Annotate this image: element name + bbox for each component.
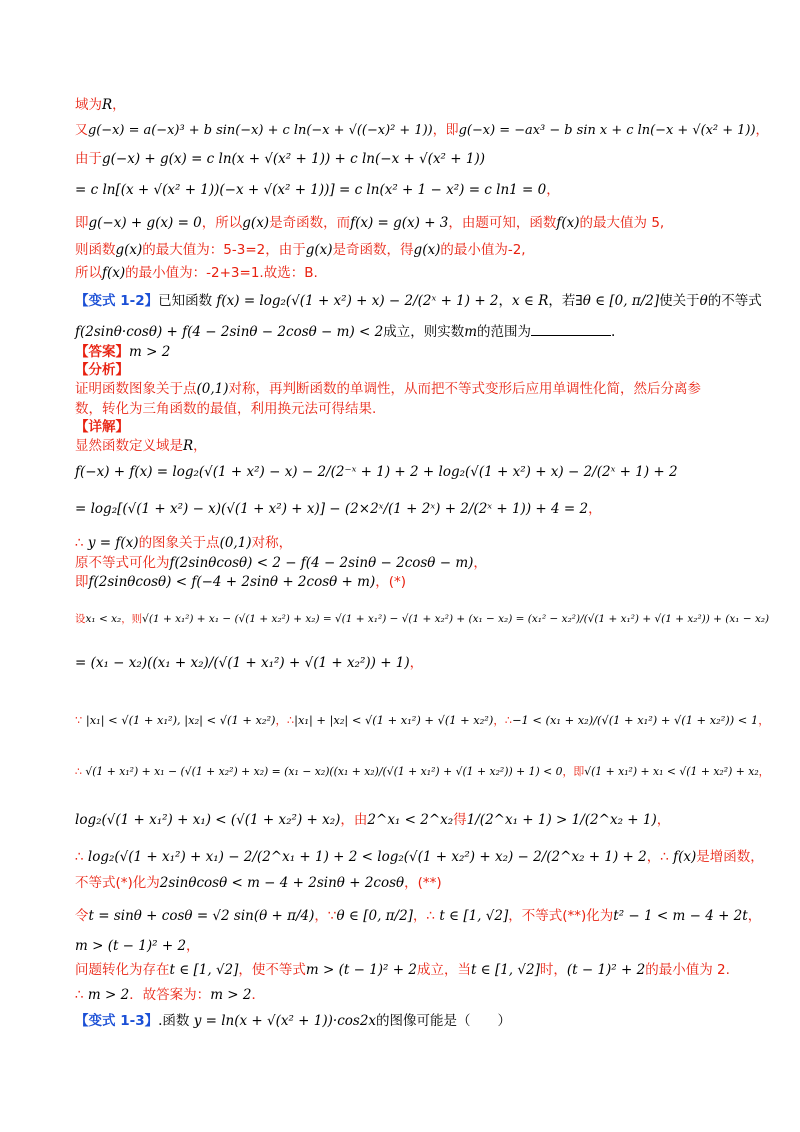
math-expression: t ∈ [1, √2] — [439, 908, 509, 924]
math-expression: 2sinθcosθ < m − 4 + 2sinθ + 2cosθ — [159, 875, 405, 891]
text-segment: 是增函数， — [696, 849, 764, 865]
text-segment: 的最小值为：-2+3=1.故选：B. — [125, 265, 318, 281]
text-segment: ∴ — [75, 849, 88, 865]
text-segment: 所以 — [75, 265, 102, 281]
math-expression: t = sinθ + cosθ = √2 sin(θ + π/4) — [88, 908, 315, 924]
text-segment: ，若 — [548, 293, 576, 309]
math-expression: y = ln(x + √(x² + 1))·cos2x — [193, 1013, 377, 1029]
text-segment: ， — [747, 908, 762, 924]
math-expression: x₁ < x₂ — [85, 613, 122, 625]
math-expression: f(2sinθ·cosθ) + f(4 − 2sinθ − 2cosθ − m) < 2 — [75, 324, 384, 340]
text-segment: 对称， — [251, 535, 293, 551]
math-expression: m — [464, 324, 478, 340]
text-segment: 的范围为 — [477, 324, 532, 340]
text-segment: ，不等式(**)化为 — [508, 908, 614, 924]
math-expression: log₂(√(1 + x₁²) + x₁) < (√(1 + x₂²) + x₂) — [75, 812, 341, 828]
math-expression: = (x₁ − x₂)((x₁ + x₂)/(√(1 + x₁²) + √(1 + x₂²)) + 1) — [75, 655, 410, 671]
text-segment: ，∴ — [646, 849, 674, 865]
text-segment: ． — [251, 987, 265, 1003]
text-line — [75, 418, 760, 436]
text-line — [75, 241, 760, 259]
text-line — [75, 292, 760, 310]
text-segment: ，∵ — [314, 908, 337, 924]
text-segment: ，∴ — [493, 713, 512, 727]
math-expression: g(−x) + g(x) = c ln(x + √(x² + 1)) + c ln(−x + √(x² + 1)) — [102, 151, 485, 167]
text-segment: ，(**) — [404, 875, 442, 891]
text-segment: 即 — [75, 574, 89, 590]
math-expression: t ∈ [1, √2] — [169, 962, 239, 978]
text-segment: 域为 — [75, 97, 102, 113]
math-expression: f(x) — [673, 849, 697, 865]
math-expression: (t − 1)² + 2 — [566, 962, 646, 978]
text-segment: 令 — [75, 908, 89, 924]
text-line — [75, 400, 760, 418]
text-segment: ， — [758, 765, 770, 778]
math-expression: f(2sinθcosθ) < 2 − f(4 − 2sinθ − 2cosθ − m) — [169, 555, 474, 571]
text-line — [75, 961, 760, 979]
text-segment: ∴ — [75, 765, 86, 778]
math-expression: f(x) = log₂(√(1 + x²) + x) − 2/(2ˣ + 1) + 2 — [216, 293, 499, 309]
math-expression: t ∈ [1, √2] — [470, 962, 540, 978]
math-expression: R — [183, 438, 194, 454]
text-line — [75, 573, 760, 591]
text-segment: 的图象关于点 — [138, 535, 220, 551]
text-segment: .函数 — [158, 1013, 194, 1029]
text-segment: ， — [409, 655, 424, 671]
math-expression: R — [102, 97, 113, 113]
text-segment: ，由题可知，函数 — [448, 215, 557, 231]
text-segment: ， — [112, 97, 126, 113]
text-segment: 显然函数定义域是 — [75, 438, 183, 454]
math-expression: m > 2 — [87, 987, 130, 1003]
text-segment: 的最小值为-2, — [440, 242, 526, 258]
text-segment: ， — [473, 555, 487, 571]
text-line — [75, 96, 760, 114]
text-segment: ∵ — [75, 713, 86, 727]
text-segment: 的图像可能是（ ） — [376, 1013, 512, 1029]
text-line — [75, 848, 764, 866]
math-expression: g(x) — [413, 242, 441, 258]
math-expression: |x₁| < √(1 + x₁²), |x₂| < √(1 + x₂²) — [85, 713, 276, 727]
math-expression: (0,1) — [219, 535, 252, 551]
text-segment: 已知函数 — [158, 293, 217, 309]
math-expression: g(−x) = −ax³ − b sin x + c ln(−x + √(x² + 1)) — [458, 123, 756, 138]
text-line — [75, 937, 760, 955]
math-expression: 2^x₁ < 2^x₂ — [367, 812, 454, 828]
math-expression: f(x) — [102, 265, 126, 281]
text-segment: 是奇函数，得 — [332, 242, 414, 258]
text-segment: 的最大值为：5-3=2，由于 — [142, 242, 306, 258]
text-segment: 的最大值为 5, — [579, 215, 665, 231]
math-expression: m > 2 — [210, 987, 252, 1003]
text-segment: ，(*) — [375, 574, 407, 590]
text-line — [75, 264, 760, 282]
text-segment: 得 — [453, 812, 467, 828]
text-segment: ， — [498, 293, 513, 309]
text-segment: 对称，再判断函数的单调性，从而把不等式变形后应用单调性化简，然后分离参 — [228, 381, 702, 397]
text-line — [75, 1012, 760, 1030]
text-segment: 的不等式 — [707, 293, 762, 309]
math-expression: m > 2 — [129, 344, 171, 360]
math-expression: log₂(√(1 + x₁²) + x₁) − 2/(2^x₁ + 1) + 2 < log₂(√(1 + x₂²) + x₂) − 2/(2^x₂ + 1) + 2 — [87, 849, 647, 865]
text-segment: 成立，当 — [416, 962, 471, 978]
text-line — [75, 343, 760, 361]
text-line — [75, 122, 769, 140]
math-expression: √(1 + x₁²) + x₁ − (√(1 + x₂²) + x₂) = (x₁ − x₂)((x₁ + x₂)/(√(1 + x₁²) + √(1 + x₂²)) + 1) < 0 — [85, 765, 563, 778]
text-segment: ，则 — [121, 613, 143, 625]
text-segment: ， — [656, 812, 671, 828]
text-segment: 原不等式可化为 — [75, 555, 170, 571]
math-expression: m > (t − 1)² + 2 — [75, 938, 187, 954]
text-segment: ．故答案为： — [129, 987, 211, 1003]
math-expression: −1 < (x₁ + x₂)/(√(1 + x₁²) + √(1 + x₂²)) < 1 — [511, 713, 759, 727]
text-segment: 使关于 — [659, 293, 700, 309]
text-segment: ， — [588, 501, 602, 517]
text-segment: ， — [758, 713, 770, 727]
text-segment: 不等式(*)化为 — [75, 875, 160, 891]
text-line — [75, 763, 770, 781]
answer-blank — [531, 323, 611, 336]
text-segment: ，∴ — [275, 713, 295, 727]
text-line — [75, 874, 760, 892]
text-segment: 时， — [539, 962, 567, 978]
text-segment: ∴ — [75, 987, 88, 1003]
text-line — [75, 181, 760, 199]
text-segment: ， — [193, 438, 207, 454]
math-expression: y = f(x) — [87, 535, 139, 551]
text-segment: 【变式 1-2】 — [75, 293, 159, 309]
text-segment: ，使不等式 — [238, 962, 306, 978]
math-expression: t² − 1 < m − 4 + 2t — [613, 908, 748, 924]
text-segment: 问题转化为存在 — [75, 962, 170, 978]
text-segment: ，由 — [340, 812, 368, 828]
text-segment: ，即 — [432, 123, 459, 138]
text-segment: . — [611, 324, 616, 340]
text-segment: ，即 — [562, 765, 585, 778]
text-line — [75, 907, 760, 925]
text-line — [75, 500, 760, 518]
text-line — [75, 361, 760, 379]
text-line — [75, 811, 760, 829]
text-line — [75, 437, 760, 455]
text-line — [75, 150, 760, 168]
text-segment: 即 — [75, 215, 89, 231]
text-segment: 证明函数图象关于点 — [75, 381, 197, 397]
text-line — [75, 654, 760, 672]
text-segment: 成立，则实数 — [383, 324, 465, 340]
text-segment: ，∴ — [412, 908, 440, 924]
math-expression: f(−x) + f(x) = log₂(√(1 + x²) − x) − 2/(2⁻ˣ + 1) + 2 + log₂(√(1 + x²) + x) − 2/(2ˣ + 1) + 2 — [75, 464, 678, 480]
math-expression: f(2sinθcosθ) < f(−4 + 2sinθ + 2cosθ + m) — [88, 574, 376, 590]
math-expression: √(1 + x₁²) + x₁ − (√(1 + x₂²) + x₂) = √(1 + x₁²) − √(1 + x₂²) + (x₁ − x₂) = (x₁² − x₂²)/(√(1 + x₁²) + √(1 + x₂²)) + (x₁ − x₂) — [142, 613, 770, 625]
text-segment: 【详解】 — [75, 419, 129, 435]
text-line — [75, 554, 760, 572]
text-segment: 【变式 1-3】 — [75, 1013, 159, 1029]
text-segment: ， — [186, 938, 200, 954]
text-segment: 则函数 — [75, 242, 116, 258]
text-segment: 【分析】 — [75, 362, 129, 378]
text-segment: ∴ — [75, 535, 88, 551]
text-segment: ，所以 — [201, 215, 243, 231]
math-expression: g(x) — [242, 215, 270, 231]
math-expression: (0,1) — [196, 381, 229, 397]
math-expression: 1/(2^x₁ + 1) > 1/(2^x₂ + 1) — [466, 812, 657, 828]
math-expression: √(1 + x₁²) + x₁ < √(1 + x₂²) + x₂ — [584, 765, 759, 778]
math-expression: m > (t − 1)² + 2 — [305, 962, 417, 978]
text-line — [75, 463, 760, 481]
math-expression: = c ln[(x + √(x² + 1))(−x + √(x² + 1))] = c ln(x² + 1 − x²) = c ln1 = 0 — [75, 182, 547, 198]
math-expression: f(x) — [556, 215, 580, 231]
math-expression: x ∈ R — [512, 293, 549, 309]
text-line — [75, 214, 760, 232]
text-segment: ， — [755, 123, 769, 138]
math-expression: θ — [699, 293, 708, 309]
text-line — [75, 380, 760, 398]
text-segment: 又 — [75, 123, 88, 138]
text-segment: 设 — [75, 613, 86, 625]
text-line — [75, 610, 770, 628]
math-expression: f(x) = g(x) + 3 — [350, 215, 449, 231]
math-expression: |x₁| + |x₂| < √(1 + x₁²) + √(1 + x₂²) — [294, 713, 494, 727]
text-segment: 数，转化为三角函数的最值，利用换元法可得结果. — [75, 401, 377, 417]
text-line — [75, 534, 760, 552]
math-expression: g(−x) + g(x) = 0 — [88, 215, 202, 231]
text-line — [75, 323, 760, 341]
math-expression: ∃θ ∈ [0, π/2] — [575, 293, 660, 309]
math-expression: θ ∈ [0, π/2] — [336, 908, 413, 924]
text-segment: 【答案】 — [75, 344, 129, 360]
math-expression: g(−x) = a(−x)³ + b sin(−x) + c ln(−x + √((−x)² + 1)) — [87, 123, 433, 138]
text-segment: 是奇函数，而 — [269, 215, 351, 231]
math-expression: g(x) — [115, 242, 143, 258]
text-line — [75, 711, 770, 729]
text-segment: 由于 — [75, 151, 102, 167]
math-expression: = log₂[(√(1 + x²) − x)(√(1 + x²) + x)] − (2×2ˣ/(1 + 2ˣ) + 2/(2ˣ + 1)) + 4 = 2 — [75, 501, 589, 517]
text-line — [75, 986, 760, 1004]
math-expression: g(x) — [305, 242, 333, 258]
text-segment: 的最小值为 2. — [645, 962, 730, 978]
text-segment: ， — [546, 182, 560, 198]
